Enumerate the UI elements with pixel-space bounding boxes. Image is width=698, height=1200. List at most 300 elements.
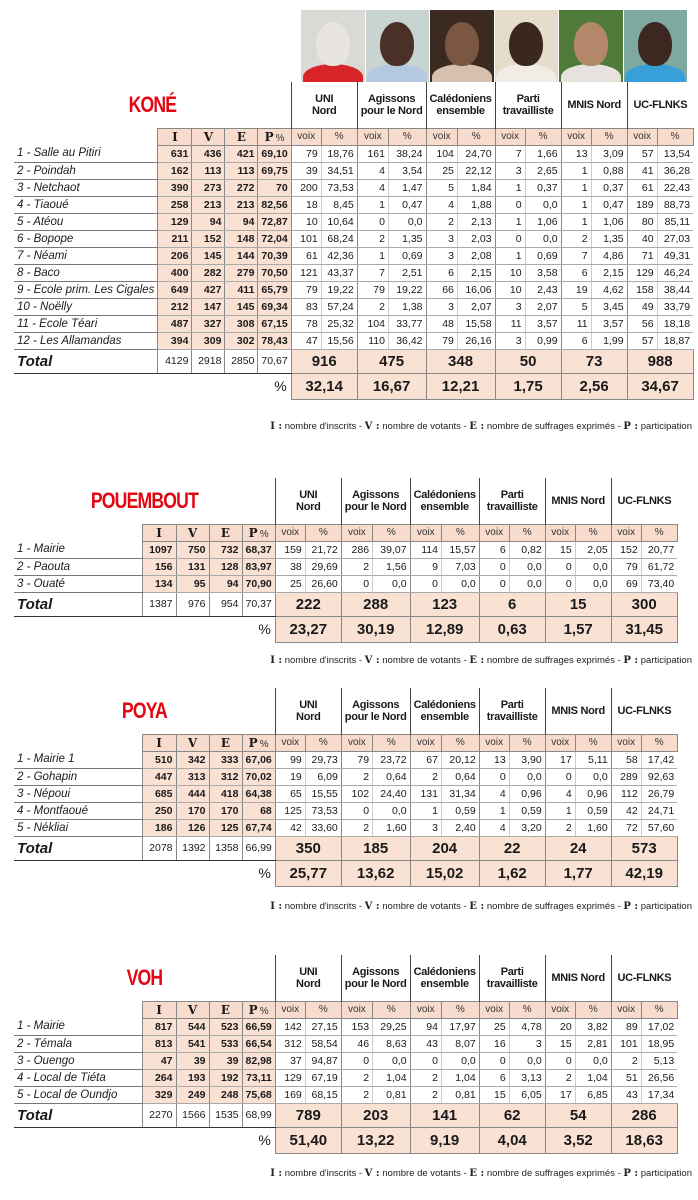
cell-voix: 0 [495, 196, 525, 213]
cell-pct: 2,05 [575, 541, 611, 558]
cell-p: 70,02 [242, 768, 275, 785]
col-header-v: V [192, 128, 225, 145]
portrait-head [574, 22, 608, 66]
portrait-body [561, 64, 621, 82]
col-header-p-letter: P [248, 525, 258, 540]
party-header [627, 82, 693, 128]
cell-pct: 1,38 [388, 298, 426, 315]
party-name-line2: travailliste [502, 104, 554, 117]
cell-v: 170 [176, 802, 209, 819]
col-header-pct: % [321, 128, 357, 145]
cell-pct: 3,57 [591, 315, 627, 332]
cell-v: 427 [192, 281, 225, 298]
total-v: 1566 [176, 1103, 209, 1127]
legend-v-text: nombre de votants - [379, 901, 470, 912]
party-header [410, 688, 479, 734]
col-header-p [258, 128, 291, 145]
cell-v: 327 [192, 315, 225, 332]
party-header [275, 955, 341, 1001]
cell-voix: 289 [611, 768, 641, 785]
party-name-line2: travailliste [486, 710, 538, 723]
total-i: 2078 [142, 836, 176, 860]
col-header-voix: voix [275, 1001, 305, 1018]
col-header-p-unit: % [259, 738, 269, 750]
empty-header-cell [14, 524, 142, 541]
total-pct: 15,02 [410, 860, 479, 886]
cell-voix: 25 [275, 575, 305, 592]
bureau-name: 5 - Atéou [14, 213, 158, 230]
party-header [545, 955, 611, 1001]
bureau-name: 10 - Noëlly [14, 298, 158, 315]
cell-pct: 0,59 [575, 802, 611, 819]
cell-e: 279 [225, 264, 258, 281]
cell-i: 258 [158, 196, 192, 213]
cell-voix: 200 [291, 179, 321, 196]
total-pct: 3,52 [545, 1127, 611, 1153]
cell-voix: 0 [341, 802, 372, 819]
cell-pct: 16,06 [457, 281, 495, 298]
cell-voix: 102 [341, 785, 372, 802]
candidate-photo-uc-flnks [623, 10, 688, 82]
candidate-photo-parti-travailliste [494, 10, 559, 82]
cell-voix: 0 [410, 1052, 441, 1069]
cell-pct: 0,96 [509, 785, 545, 802]
col-header-voix: voix [410, 524, 441, 541]
total-pct: 13,62 [341, 860, 410, 886]
total-voix: 141 [410, 1103, 479, 1127]
cell-voix: 0 [479, 558, 509, 575]
commune-title: KONÉ [128, 91, 177, 117]
party-name-line1: Calédoniens [413, 965, 476, 978]
commune-title: VOH [126, 964, 163, 990]
table-row [14, 819, 677, 836]
col-header-p-unit: % [259, 528, 269, 540]
legend-e-key: E : [469, 421, 485, 432]
legend-e-text: nombre de suffrages exprimés - [484, 1168, 624, 1179]
column-header-row [14, 524, 677, 541]
cell-pct: 2,15 [457, 264, 495, 281]
party-name-line1: Parti [516, 92, 540, 105]
party-header [410, 478, 479, 524]
cell-pct: 2,81 [575, 1035, 611, 1052]
total-pct: 12,89 [410, 616, 479, 642]
col-header-voix: voix [275, 524, 305, 541]
cell-v: 147 [192, 298, 225, 315]
party-name-line1: UC-FLNKS [633, 98, 688, 111]
bureau-name: 4 - Local de Tiéta [14, 1069, 142, 1086]
total-pct: 12,21 [426, 373, 495, 399]
cell-voix: 0 [357, 213, 388, 230]
table-row [14, 575, 677, 592]
cell-voix: 37 [275, 1052, 305, 1069]
cell-voix: 2 [545, 819, 575, 836]
cell-v: 193 [176, 1069, 209, 1086]
cell-p: 70,39 [258, 247, 291, 264]
party-name-line2: Nord [311, 104, 337, 117]
cell-voix: 19 [561, 281, 591, 298]
cell-e: 192 [209, 1069, 242, 1086]
legend-p-key: P : [623, 655, 639, 666]
portrait-body [625, 64, 685, 82]
party-name-line1: Calédoniens [413, 488, 476, 501]
cell-pct: 0,0 [509, 1052, 545, 1069]
legend-i-text: nombre d'inscrits - [282, 421, 365, 432]
cell-voix: 10 [495, 281, 525, 298]
total-voix: 24 [545, 836, 611, 860]
cell-pct: 73,53 [321, 179, 357, 196]
col-header-voix: voix [545, 1001, 575, 1018]
col-header-voix: voix [341, 524, 372, 541]
cell-p: 66,59 [242, 1018, 275, 1035]
portrait-head [380, 22, 414, 66]
cell-pct: 0,96 [575, 785, 611, 802]
cell-voix: 3 [495, 162, 525, 179]
cell-pct: 36,42 [388, 332, 426, 349]
legend-p-text: participation [638, 655, 692, 666]
cell-v: 342 [176, 751, 209, 768]
total-voix: 300 [611, 592, 677, 616]
cell-voix: 49 [627, 298, 657, 315]
cell-p: 69,10 [258, 145, 291, 162]
cell-voix: 131 [410, 785, 441, 802]
party-header [275, 688, 341, 734]
bureau-name: 2 - Poindah [14, 162, 158, 179]
cell-voix: 25 [479, 1018, 509, 1035]
cell-pct: 13,54 [657, 145, 693, 162]
col-header-pct: % [441, 1001, 479, 1018]
cell-voix: 13 [479, 751, 509, 768]
col-header-voix: voix [275, 734, 305, 751]
party-header [275, 478, 341, 524]
col-header-voix: voix [410, 734, 441, 751]
party-header [410, 955, 479, 1001]
cell-pct: 8,07 [441, 1035, 479, 1052]
cell-p: 65,79 [258, 281, 291, 298]
cell-voix: 1 [561, 196, 591, 213]
cell-pct: 15,56 [321, 332, 357, 349]
cell-pct: 73,40 [641, 575, 677, 592]
cell-voix: 2 [357, 298, 388, 315]
cell-voix: 15 [545, 541, 575, 558]
cell-pct: 24,40 [373, 785, 411, 802]
cell-pct: 0,0 [525, 196, 561, 213]
cell-voix: 99 [275, 751, 305, 768]
cell-voix: 153 [341, 1018, 372, 1035]
cell-pct: 42,36 [321, 247, 357, 264]
cell-pct: 3 [509, 1035, 545, 1052]
cell-voix: 15 [479, 1086, 509, 1103]
cell-i: 162 [158, 162, 192, 179]
party-header-row [14, 82, 693, 128]
cell-pct: 33,60 [305, 819, 341, 836]
cell-pct: 3,90 [509, 751, 545, 768]
cell-voix: 18 [291, 196, 321, 213]
col-header-voix: voix [545, 524, 575, 541]
cell-pct: 0,0 [509, 768, 545, 785]
cell-voix: 2 [545, 1069, 575, 1086]
cell-voix: 0 [479, 575, 509, 592]
col-header-voix: voix [479, 1001, 509, 1018]
cell-pct: 0,99 [525, 332, 561, 349]
cell-e: 418 [209, 785, 242, 802]
cell-voix: 3 [426, 230, 457, 247]
total-voix: 348 [426, 349, 495, 373]
cell-pct: 2,03 [457, 230, 495, 247]
candidate-photos [300, 10, 687, 82]
cell-pct: 57,24 [321, 298, 357, 315]
cell-pct: 6,85 [575, 1086, 611, 1103]
cell-voix: 1 [561, 213, 591, 230]
col-header-voix: voix [611, 1001, 641, 1018]
cell-voix: 114 [410, 541, 441, 558]
cell-voix: 2 [611, 1052, 641, 1069]
cell-voix: 1 [495, 247, 525, 264]
cell-pct: 5,11 [575, 751, 611, 768]
col-header-i: I [158, 128, 192, 145]
cell-i: 129 [158, 213, 192, 230]
legend-e-key: E : [469, 655, 485, 666]
total-e: 2850 [225, 349, 258, 373]
total-p: 70,37 [242, 592, 275, 616]
cell-v: 249 [176, 1086, 209, 1103]
cell-pct: 29,25 [373, 1018, 411, 1035]
cell-voix: 2 [561, 230, 591, 247]
bureau-name: 4 - Tiaoué [14, 196, 158, 213]
cell-voix: 2 [426, 213, 457, 230]
cell-voix: 43 [410, 1035, 441, 1052]
table-row [14, 1052, 677, 1069]
cell-voix: 158 [627, 281, 657, 298]
legend-i-text: nombre d'inscrits - [282, 1168, 365, 1179]
party-name-line2: Nord [296, 710, 321, 723]
party-name-line1: UNI [299, 488, 318, 501]
cell-pct: 0,64 [373, 768, 411, 785]
portrait-head [638, 22, 672, 66]
cell-pct: 39,07 [373, 541, 411, 558]
party-header [291, 82, 357, 128]
cell-pct: 1,56 [373, 558, 411, 575]
cell-voix: 1 [561, 162, 591, 179]
results-table [14, 82, 694, 400]
candidate-photo-uni-nord [300, 10, 365, 82]
party-header [545, 688, 611, 734]
cell-pct: 1,88 [457, 196, 495, 213]
cell-v: 126 [176, 819, 209, 836]
legend-v-key: V : [364, 901, 380, 912]
cell-voix: 79 [426, 332, 457, 349]
party-header [479, 478, 545, 524]
cell-pct: 46,24 [657, 264, 693, 281]
cell-v: 541 [176, 1035, 209, 1052]
col-header-v: V [176, 734, 209, 751]
cell-voix: 0 [341, 1052, 372, 1069]
cell-e: 148 [225, 230, 258, 247]
party-name-line1: Agissons [352, 698, 400, 711]
col-header-voix: voix [291, 128, 321, 145]
cell-pct: 29,69 [305, 558, 341, 575]
cell-pct: 1,35 [388, 230, 426, 247]
cell-i: 156 [142, 558, 176, 575]
total-pct: 23,27 [275, 616, 341, 642]
total-v: 2918 [192, 349, 225, 373]
legend-i-text: nombre d'inscrits - [282, 655, 365, 666]
total-voix: 6 [479, 592, 545, 616]
party-name-line2: pour le Nord [360, 104, 423, 117]
legend-e-text: nombre de suffrages exprimés - [484, 655, 624, 666]
legend-note [270, 421, 692, 432]
cell-pct: 20,12 [441, 751, 479, 768]
cell-pct: 3,20 [509, 819, 545, 836]
legend-v-key: V : [364, 655, 380, 666]
party-header [479, 688, 545, 734]
cell-voix: 25 [426, 162, 457, 179]
cell-voix: 4 [479, 785, 509, 802]
cell-e: 272 [225, 179, 258, 196]
total-pct: 1,57 [545, 616, 611, 642]
cell-i: 447 [142, 768, 176, 785]
cell-e: 302 [225, 332, 258, 349]
cell-i: 510 [142, 751, 176, 768]
total-pct: 1,75 [495, 373, 561, 399]
total-voix: 15 [545, 592, 611, 616]
cell-v: 213 [192, 196, 225, 213]
party-name-line1: Calédoniens [413, 698, 476, 711]
cell-voix: 129 [275, 1069, 305, 1086]
cell-pct: 0,69 [388, 247, 426, 264]
cell-p: 70,50 [258, 264, 291, 281]
cell-e: 248 [209, 1086, 242, 1103]
legend-i-key: I : [270, 1168, 283, 1179]
cell-pct: 3,54 [388, 162, 426, 179]
party-name-line1: UNI [299, 965, 318, 978]
cell-voix: 101 [611, 1035, 641, 1052]
cell-v: 94 [192, 213, 225, 230]
cell-pct: 1,35 [591, 230, 627, 247]
col-header-i: I [142, 524, 176, 541]
cell-voix: 51 [611, 1069, 641, 1086]
cell-i: 264 [142, 1069, 176, 1086]
cell-pct: 4,86 [591, 247, 627, 264]
legend-v-text: nombre de votants - [379, 655, 470, 666]
pct-label: % [258, 1132, 271, 1149]
col-header-i: I [142, 1001, 176, 1018]
cell-pct: 8,63 [373, 1035, 411, 1052]
cell-pct: 1,60 [575, 819, 611, 836]
total-voix: 988 [627, 349, 693, 373]
cell-voix: 39 [291, 162, 321, 179]
cell-voix: 71 [627, 247, 657, 264]
candidate-photo-mnis [558, 10, 623, 82]
cell-v: 152 [192, 230, 225, 247]
party-name-line1: UNI [315, 92, 334, 105]
party-name-line2: ensemble [420, 500, 469, 513]
total-voix: 475 [357, 349, 426, 373]
total-voix: 22 [479, 836, 545, 860]
portrait-head [445, 22, 479, 66]
total-pct: 4,04 [479, 1127, 545, 1153]
column-header-row [14, 1001, 677, 1018]
col-header-pct: % [591, 128, 627, 145]
total-i: 2270 [142, 1103, 176, 1127]
total-pct: 16,67 [357, 373, 426, 399]
cell-voix: 61 [291, 247, 321, 264]
table-row [14, 802, 677, 819]
cell-voix: 16 [479, 1035, 509, 1052]
cell-voix: 11 [495, 315, 525, 332]
col-header-p [242, 734, 275, 751]
cell-voix: 80 [627, 213, 657, 230]
cell-pct: 20,77 [641, 541, 677, 558]
cell-v: 750 [176, 541, 209, 558]
cell-pct: 15,58 [457, 315, 495, 332]
cell-voix: 15 [545, 1035, 575, 1052]
total-pct-row [14, 616, 677, 642]
party-name-line2: pour le Nord [344, 977, 407, 990]
total-voix: 204 [410, 836, 479, 860]
party-name-line2: travailliste [486, 500, 538, 513]
cell-pct: 2,43 [525, 281, 561, 298]
commune-title: POUEMBOUT [90, 487, 199, 513]
cell-pct: 88,73 [657, 196, 693, 213]
table-row [14, 751, 677, 768]
cell-e: 308 [225, 315, 258, 332]
cell-voix: 7 [561, 247, 591, 264]
results-table [14, 688, 678, 887]
party-name-line1: Parti [500, 965, 524, 978]
total-voix: 50 [495, 349, 561, 373]
cell-p: 67,06 [242, 751, 275, 768]
cell-v: 436 [192, 145, 225, 162]
cell-e: 213 [225, 196, 258, 213]
total-e: 1535 [209, 1103, 242, 1127]
col-header-voix: voix [479, 524, 509, 541]
cell-p: 72,04 [258, 230, 291, 247]
cell-voix: 1 [479, 802, 509, 819]
party-header [545, 478, 611, 524]
col-header-p-letter: P [248, 1002, 258, 1017]
legend-i-key: I : [270, 655, 283, 666]
cell-pct: 4,78 [509, 1018, 545, 1035]
cell-i: 1097 [142, 541, 176, 558]
total-p: 70,67 [258, 349, 291, 373]
cell-pct: 0,0 [575, 558, 611, 575]
col-header-p-letter: P [264, 129, 274, 144]
total-voix: 789 [275, 1103, 341, 1127]
bureau-name: 1 - Mairie [14, 541, 142, 558]
cell-p: 83,97 [242, 558, 275, 575]
portrait-head [316, 22, 350, 66]
party-name-line1: MNIS Nord [551, 494, 605, 507]
cell-voix: 7 [495, 145, 525, 162]
cell-p: 72,87 [258, 213, 291, 230]
legend-e-text: nombre de suffrages exprimés - [484, 421, 624, 432]
legend-e-key: E : [469, 1168, 485, 1179]
cell-voix: 2 [341, 819, 372, 836]
cell-voix: 83 [291, 298, 321, 315]
cell-pct: 3,45 [591, 298, 627, 315]
cell-pct: 57,60 [641, 819, 677, 836]
cell-i: 186 [142, 819, 176, 836]
col-header-voix: voix [479, 734, 509, 751]
table-row [14, 162, 693, 179]
col-header-voix: voix [611, 734, 641, 751]
cell-voix: 47 [291, 332, 321, 349]
cell-pct: 0,0 [525, 230, 561, 247]
total-voix: 54 [545, 1103, 611, 1127]
total-pct: 18,63 [611, 1127, 677, 1153]
cell-pct: 19,22 [388, 281, 426, 298]
bureau-name: 4 - Montfaoué [14, 802, 142, 819]
